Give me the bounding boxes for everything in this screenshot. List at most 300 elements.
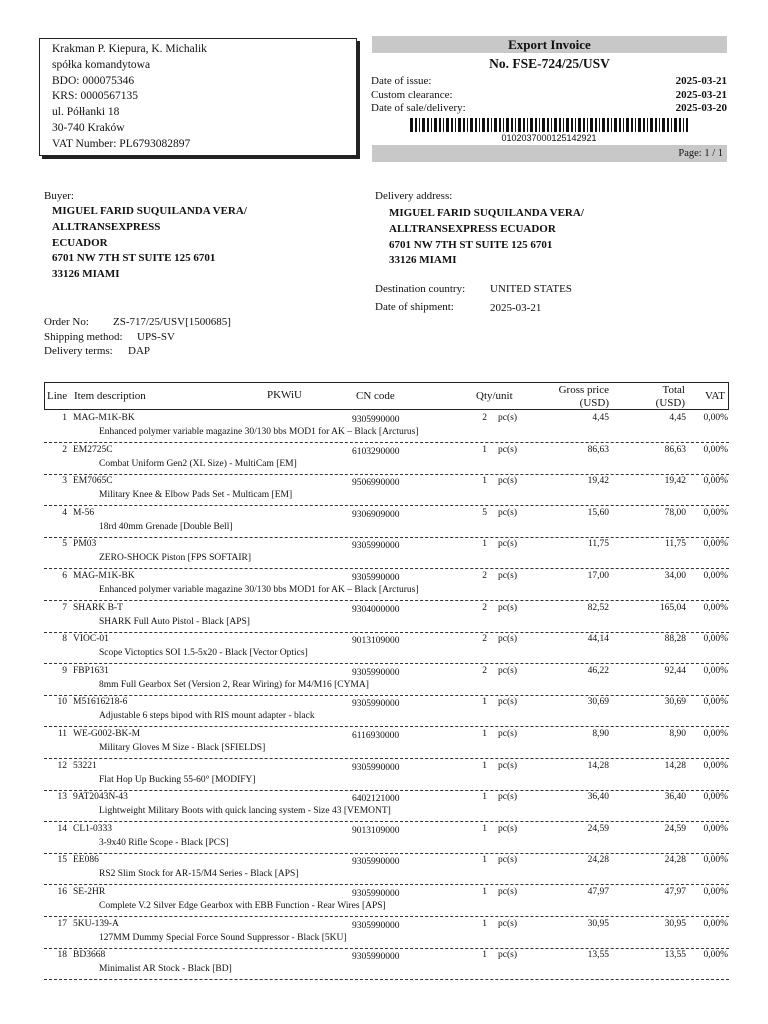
table-row: [44, 505, 729, 538]
seller-city: 30-740 Kraków: [52, 121, 125, 134]
row-qty: 1: [482, 476, 487, 487]
row-qty: 1: [482, 760, 487, 771]
row-line-number: 17: [57, 918, 67, 929]
barcode-bar: [539, 118, 540, 132]
row-line-number: 8: [62, 634, 67, 645]
row-total: 13,55: [664, 950, 686, 961]
barcode-bar: [614, 118, 617, 132]
row-total: 24,59: [664, 823, 686, 834]
delivery-address: [389, 206, 584, 269]
barcode-bar: [679, 118, 681, 132]
row-vat: 0,00%: [703, 413, 728, 423]
row-vat: 0,00%: [703, 571, 728, 581]
row-qty: 1: [482, 729, 487, 739]
row-item-code: EE086: [73, 855, 99, 866]
row-vat: 0,00%: [703, 507, 728, 518]
table-row: [44, 694, 729, 727]
row-total: 8,90: [669, 729, 686, 739]
barcode-bar: [671, 118, 672, 132]
destination-value: UNITED STATES: [490, 283, 572, 295]
row-total: 30,69: [664, 697, 686, 708]
row-qty: 2: [482, 602, 487, 613]
row-gross-price: 13,55: [587, 950, 609, 961]
row-unit: pc(s): [498, 571, 517, 581]
delivery-terms-value: DAP: [128, 345, 151, 357]
row-gross-price: 44,14: [587, 634, 609, 645]
barcode-bar: [487, 118, 489, 132]
row-unit: pc(s): [498, 855, 517, 866]
table-row: [44, 442, 729, 475]
row-description: Scope Victoptics SOI 1.5-5x20 - Black [Vector Optics]: [99, 648, 308, 659]
row-description: Lightweight Military Boots with quick lancing system - Size 43 [VEMONT]: [99, 806, 391, 817]
barcode-bar: [415, 118, 417, 132]
row-qty: 2: [482, 665, 487, 676]
row-cn-code: 9305990000: [352, 541, 400, 552]
row-cn-code: 9306909000: [352, 509, 400, 520]
buyer-line: 6701 NW 7TH ST SUITE 125 6701: [52, 252, 216, 265]
delivery-label: Delivery address:: [375, 190, 453, 202]
table-row: [44, 758, 729, 791]
row-gross-price: 30,69: [587, 697, 609, 708]
row-description: Enhanced polymer variable magazine 30/130 bbs MOD1 for AK – Black [Arcturus]: [99, 585, 419, 595]
row-item-code: M51616218-6: [73, 697, 128, 708]
row-total: 165,04: [659, 602, 686, 613]
row-cn-code: 6116930000: [352, 731, 400, 741]
row-line-number: 4: [62, 507, 67, 518]
seller-bdo: BDO: 000075346: [52, 74, 135, 87]
row-description: 3-9x40 Rifle Scope - Black [PCS]: [99, 837, 229, 848]
row-total: 19,42: [664, 476, 686, 487]
row-cn-code: 9013109000: [352, 825, 400, 836]
row-item-code: 53221: [73, 760, 97, 771]
row-gross-price: 14,28: [587, 760, 609, 771]
table-row: [44, 821, 729, 854]
row-item-code: VIOC-01: [73, 634, 109, 645]
barcode-bar: [451, 118, 453, 132]
row-unit: pc(s): [498, 950, 517, 961]
barcode-bar: [479, 118, 480, 132]
row-description: Enhanced polymer variable magazine 30/130 bbs MOD1 for AK – Black [Arcturus]: [99, 427, 419, 437]
table-row: [44, 568, 729, 601]
custom-clearance-value: 2025-03-21: [675, 89, 727, 101]
page-indicator: Page: 1 / 1: [372, 145, 727, 162]
row-gross-price: 24,59: [587, 823, 609, 834]
row-unit: pc(s): [498, 539, 517, 550]
row-description: 127MM Dummy Special Force Sound Suppressor - Black [5KU]: [99, 932, 347, 943]
barcode-bar: [619, 118, 621, 132]
row-item-code: SE-2HR: [73, 887, 106, 897]
barcode-bar: [527, 118, 528, 132]
barcode-bar: [643, 118, 645, 132]
row-cn-code: 9304000000: [352, 604, 400, 615]
barcode-bar: [427, 118, 429, 132]
row-description: Adjustable 6 steps bipod with RIS mount adapter - black: [99, 711, 315, 722]
row-line-number: 5: [62, 539, 67, 550]
barcode-bar: [547, 118, 549, 132]
row-line-number: 1: [62, 413, 67, 423]
row-description: Flat Hop Up Bucking 55-60° [MODIFY]: [99, 774, 256, 785]
row-qty: 1: [482, 887, 487, 897]
barcode-bar: [571, 118, 573, 132]
row-vat: 0,00%: [703, 760, 728, 771]
barcode-bar: [655, 118, 657, 132]
barcode-bar: [566, 118, 569, 132]
barcode-bar: [667, 118, 669, 132]
barcode-bar: [554, 118, 557, 132]
order-no-label: Order No:: [44, 316, 89, 328]
row-cn-code: 9506990000: [352, 478, 400, 489]
custom-clearance-label: Custom clearance:: [371, 89, 453, 101]
barcode-bar: [674, 118, 677, 132]
barcode-bar: [686, 118, 688, 132]
barcode-bar: [443, 118, 444, 132]
row-line-number: 9: [62, 665, 67, 676]
barcode-bar: [650, 118, 653, 132]
row-vat: 0,00%: [703, 950, 728, 961]
row-vat: 0,00%: [703, 602, 728, 613]
row-unit: pc(s): [498, 413, 517, 423]
buyer-line: ALLTRANSEXPRESS: [52, 220, 161, 233]
delivery-line: 6701 NW 7TH ST SUITE 125 6701: [389, 238, 553, 251]
seller-box: [39, 38, 357, 156]
row-cn-code: 9305990000: [352, 667, 400, 678]
table-row: [44, 789, 729, 822]
row-unit: pc(s): [498, 760, 517, 771]
row-vat: 0,00%: [703, 729, 728, 739]
row-description: Military Gloves M Size - Black [SFIELDS]: [99, 743, 266, 753]
row-item-code: FBP1631: [73, 665, 109, 676]
shipping-method-value: UPS-SV: [137, 331, 175, 343]
date-of-issue-label: Date of issue:: [371, 75, 432, 87]
row-vat: 0,00%: [703, 665, 728, 676]
row-qty: 1: [482, 950, 487, 961]
barcode-bar: [530, 118, 533, 132]
row-total: 11,75: [664, 539, 686, 550]
row-cn-code: 9305990000: [352, 889, 400, 899]
barcode-bar: [410, 118, 413, 132]
barcode-bar: [611, 118, 612, 132]
row-total: 78,00: [664, 507, 686, 518]
row-cn-code: 9305990000: [352, 920, 400, 931]
buyer-label: Buyer:: [44, 190, 74, 202]
row-total: 92,44: [664, 665, 686, 676]
table-row: [44, 884, 729, 917]
row-qty: 1: [482, 539, 487, 550]
row-item-code: 9AT2043N-43: [73, 792, 128, 803]
barcode-bar: [475, 118, 477, 132]
row-vat: 0,00%: [703, 855, 728, 866]
col-pkwiu: PKWiU: [267, 389, 303, 401]
row-item-code: MAG-M1K-BK: [73, 571, 135, 581]
seller-street: ul. Półłanki 18: [52, 106, 120, 119]
row-gross-price: 17,00: [587, 571, 609, 581]
row-description: Complete V.2 Silver Edge Gearbox with EBB Function - Rear Wires [APS]: [99, 901, 386, 911]
col-vat: VAT: [705, 390, 725, 402]
row-item-code: M-56: [73, 507, 95, 518]
row-line-number: 3: [62, 476, 67, 487]
barcode-bar: [647, 118, 648, 132]
row-unit: pc(s): [498, 792, 517, 803]
row-line-number: 12: [57, 760, 67, 771]
row-cn-code: 6103290000: [352, 446, 400, 457]
row-vat: 0,00%: [703, 887, 728, 897]
row-line-number: 15: [57, 855, 67, 866]
row-line-number: 18: [57, 950, 67, 961]
row-unit: pc(s): [498, 918, 517, 929]
table-row: [44, 473, 729, 506]
row-description: SHARK Full Auto Pistol - Black [APS]: [99, 616, 250, 627]
row-total: 36,40: [664, 792, 686, 803]
row-total: 88,28: [664, 634, 686, 645]
table-row: [44, 916, 729, 949]
row-cn-code: 9305990000: [352, 857, 400, 868]
col-line: Line: [47, 390, 68, 402]
row-cn-code: 9305990000: [352, 699, 400, 710]
barcode-bar: [503, 118, 504, 132]
buyer-address: [52, 204, 247, 283]
row-qty: 2: [482, 571, 487, 581]
barcode-bar: [482, 118, 485, 132]
row-line-number: 16: [57, 887, 67, 897]
row-total: 34,00: [664, 571, 686, 581]
table-row: [44, 536, 729, 569]
barcode-bar: [419, 118, 420, 132]
row-description: Minimalist AR Stock - Black [BD]: [99, 964, 232, 975]
row-vat: 0,00%: [703, 539, 728, 550]
row-vat: 0,00%: [703, 634, 728, 645]
row-qty: 1: [482, 444, 487, 455]
barcode-bar: [458, 118, 461, 132]
barcode-bar: [595, 118, 597, 132]
table-row: [44, 726, 729, 759]
barcode-bar: [446, 118, 449, 132]
delivery-line: MIGUEL FARID SUQUILANDA VERA/: [389, 207, 584, 219]
row-total: 14,28: [664, 760, 686, 771]
shipment-value: 2025-03-21: [490, 302, 542, 314]
table-header: [44, 382, 729, 410]
row-unit: pc(s): [498, 729, 517, 739]
row-vat: 0,00%: [703, 697, 728, 708]
row-vat: 0,00%: [703, 444, 728, 455]
table-row: [44, 663, 729, 696]
row-line-number: 7: [62, 602, 67, 613]
barcode-bar: [506, 118, 509, 132]
row-description: 8mm Full Gearbox Set (Version 2, Rear Wiring) for M4/M16 [CYMA]: [99, 679, 369, 690]
table-row: [44, 631, 729, 664]
row-total: 47,97: [664, 887, 686, 897]
row-gross-price: 11,75: [587, 539, 609, 550]
delivery-line: 33126 MIAMI: [389, 254, 457, 267]
row-vat: 0,00%: [703, 823, 728, 834]
col-gross-price: Gross price: [558, 384, 609, 396]
row-unit: pc(s): [498, 602, 517, 613]
barcode-bar: [499, 118, 501, 132]
col-gross-price-unit: (USD): [579, 397, 609, 409]
table-row: [44, 947, 729, 980]
row-gross-price: 30,95: [587, 918, 609, 929]
barcode-bar: [515, 118, 516, 132]
table-row: [44, 852, 729, 885]
row-total: 24,28: [664, 855, 686, 866]
barcode-number: 0102037000125142921: [501, 133, 597, 143]
row-gross-price: 15,60: [587, 507, 609, 518]
barcode-bar: [511, 118, 513, 132]
row-gross-price: 47,97: [587, 887, 609, 897]
row-cn-code: 9305990000: [352, 573, 400, 583]
row-item-code: MAG-M1K-BK: [73, 413, 135, 423]
invoice-title: Export Invoice: [372, 36, 727, 53]
row-vat: 0,00%: [703, 918, 728, 929]
row-description: 18rd 40mm Grenade [Double Bell]: [99, 521, 233, 532]
barcode-bar: [470, 118, 473, 132]
row-item-code: PM03: [73, 539, 97, 550]
barcode-bar: [635, 118, 636, 132]
row-qty: 1: [482, 855, 487, 866]
barcode-bar: [590, 118, 593, 132]
barcode-bar: [518, 118, 521, 132]
delivery-terms-label: Delivery terms:: [44, 345, 113, 357]
barcode-bar: [631, 118, 633, 132]
barcode-bar: [491, 118, 492, 132]
row-gross-price: 46,22: [587, 665, 609, 676]
row-unit: pc(s): [498, 697, 517, 708]
seller-name: Krakman P. Kiepura, K. Michalik: [52, 43, 207, 55]
row-gross-price: 82,52: [587, 602, 609, 613]
row-cn-code: 9305990000: [352, 415, 400, 425]
row-vat: 0,00%: [703, 792, 728, 803]
barcode-bar: [431, 118, 432, 132]
seller-vat: VAT Number: PL6793082897: [52, 137, 191, 150]
seller-company-type: spółka komandytowa: [52, 58, 151, 71]
buyer-line: 33126 MIAMI: [52, 268, 120, 281]
barcode-bar: [523, 118, 525, 132]
row-gross-price: 8,90: [592, 729, 609, 739]
row-description: Military Knee & Elbow Pads Set - Multicam [EM]: [99, 490, 293, 501]
barcode: [410, 118, 688, 132]
barcode-bar: [659, 118, 660, 132]
barcode-bar: [542, 118, 545, 132]
buyer-line: MIGUEL FARID SUQUILANDA VERA/: [52, 205, 247, 217]
barcode-bar: [638, 118, 641, 132]
row-cn-code: 9305990000: [352, 762, 400, 773]
row-description: RS2 Slim Stock for AR-15/M4 Series - Black [APS]: [99, 869, 299, 880]
barcode-bar: [578, 118, 581, 132]
barcode-bar: [599, 118, 600, 132]
row-line-number: 13: [57, 792, 67, 803]
row-gross-price: 19,42: [587, 476, 609, 487]
row-qty: 1: [482, 697, 487, 708]
barcode-bar: [455, 118, 456, 132]
row-line-number: 14: [57, 823, 67, 834]
buyer-line: ECUADOR: [52, 236, 108, 249]
barcode-bar: [494, 118, 497, 132]
col-item-description: Item description: [74, 390, 146, 402]
col-cn-code: CN code: [356, 390, 395, 402]
table-row: [44, 410, 729, 443]
row-item-code: WE-G002-BK-M: [73, 729, 141, 739]
row-gross-price: 4,45: [592, 413, 609, 423]
row-item-code: 5KU-139-A: [73, 918, 119, 929]
row-cn-code: 6402121000: [352, 794, 400, 805]
barcode-bar: [439, 118, 441, 132]
row-item-code: SHARK B-T: [73, 602, 123, 613]
table-row: [44, 600, 729, 633]
row-unit: pc(s): [498, 823, 517, 834]
barcode-bar: [467, 118, 468, 132]
barcode-bar: [583, 118, 585, 132]
row-qty: 1: [482, 823, 487, 834]
seller-krs: KRS: 0000567135: [52, 90, 138, 103]
barcode-bar: [587, 118, 588, 132]
date-of-sale-label: Date of sale/delivery:: [371, 102, 466, 114]
date-of-sale-value: 2025-03-20: [675, 102, 727, 114]
row-line-number: 11: [57, 729, 67, 739]
date-of-issue-value: 2025-03-21: [675, 75, 727, 87]
row-unit: pc(s): [498, 476, 517, 487]
col-total: Total: [662, 384, 685, 396]
destination-label: Destination country:: [375, 283, 466, 295]
invoice-number: No. FSE-724/25/USV: [489, 56, 610, 71]
barcode-bar: [626, 118, 629, 132]
row-unit: pc(s): [498, 887, 517, 897]
row-line-number: 10: [57, 697, 67, 708]
row-line-number: 2: [62, 444, 67, 455]
barcode-bar: [623, 118, 624, 132]
barcode-bar: [559, 118, 561, 132]
row-total: 86,63: [664, 444, 686, 455]
row-cn-code: 9305990000: [352, 952, 400, 963]
row-item-code: CL1-0333: [73, 823, 113, 834]
barcode-bar: [434, 118, 437, 132]
barcode-bar: [662, 118, 665, 132]
row-item-code: BD3668: [73, 950, 106, 961]
row-total: 30,95: [664, 918, 686, 929]
barcode-bar: [563, 118, 564, 132]
barcode-bar: [575, 118, 576, 132]
shipping-method-label: Shipping method:: [44, 331, 123, 343]
barcode-bar: [422, 118, 425, 132]
col-total-unit: (USD): [655, 397, 685, 409]
barcode-bar: [607, 118, 609, 132]
row-qty: 5: [482, 507, 487, 518]
row-item-code: EM7065C: [73, 476, 113, 487]
row-qty: 2: [482, 413, 487, 423]
barcode-bar: [551, 118, 552, 132]
row-unit: pc(s): [498, 507, 517, 518]
row-qty: 1: [482, 792, 487, 803]
row-unit: pc(s): [498, 634, 517, 645]
row-unit: pc(s): [498, 665, 517, 676]
barcode-bar: [683, 118, 684, 132]
row-gross-price: 36,40: [587, 792, 609, 803]
delivery-line: ALLTRANSEXPRESS ECUADOR: [389, 222, 556, 235]
row-line-number: 6: [62, 571, 67, 581]
row-qty: 2: [482, 634, 487, 645]
col-qty-unit: Qty/unit: [476, 390, 513, 402]
row-gross-price: 86,63: [587, 444, 609, 455]
barcode-bar: [602, 118, 605, 132]
order-no-value: ZS-717/25/USV[1500685]: [113, 316, 231, 328]
row-description: ZERO-SHOCK Piston [FPS SOFTAIR]: [99, 553, 252, 564]
barcode-bar: [463, 118, 465, 132]
row-item-code: EM2725C: [73, 444, 113, 455]
row-gross-price: 24,28: [587, 855, 609, 866]
row-qty: 1: [482, 918, 487, 929]
row-vat: 0,00%: [703, 476, 728, 487]
barcode-bar: [535, 118, 537, 132]
row-total: 4,45: [669, 413, 686, 423]
row-description: Combat Uniform Gen2 (XL Size) - MultiCam [EM]: [99, 458, 297, 469]
